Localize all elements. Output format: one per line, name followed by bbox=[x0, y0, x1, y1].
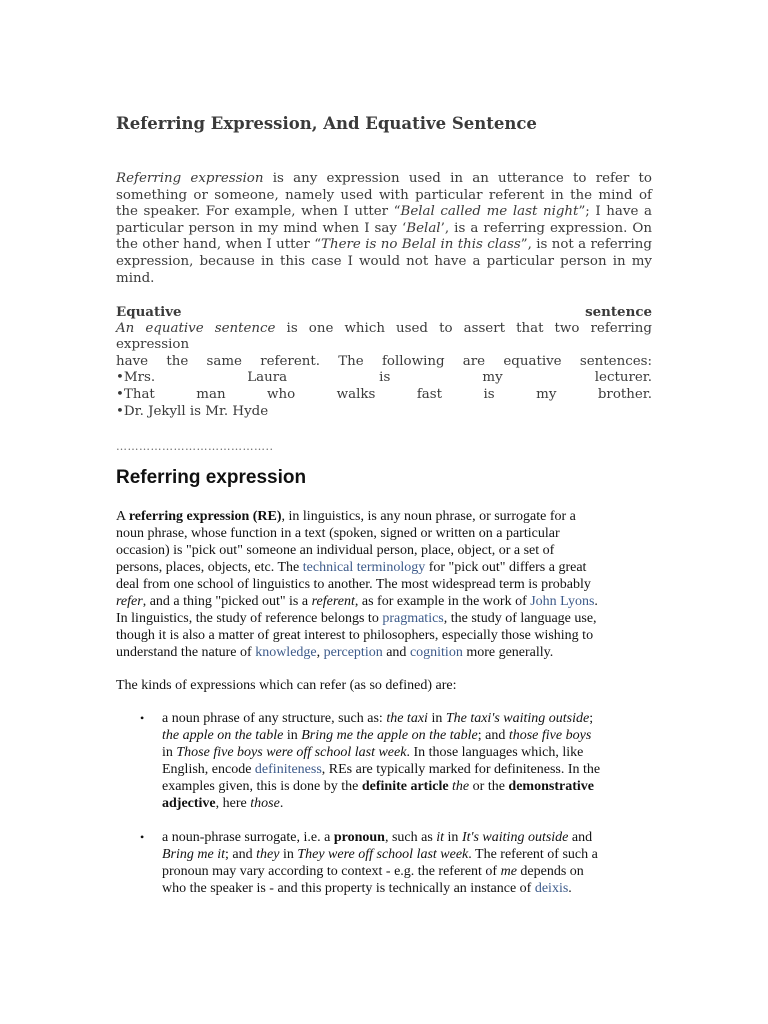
section2-title: Referring expression bbox=[116, 467, 307, 488]
link-john-lyons[interactable]: John Lyons bbox=[530, 594, 595, 609]
section1-title: Referring Expression, And Equative Sentence bbox=[116, 114, 537, 133]
equative-sentence-heading: Equative sentence bbox=[116, 304, 652, 320]
list-item: • a noun-phrase surrogate, i.e. a pronoun, such as it in It's waiting outside and Bring me it; and they in They were off school last week. The referent of such a pronoun may vary according to context - e.g. the referent of me depends on who the speaker is - and this property is technically an instance of deixis. bbox=[140, 830, 598, 896]
dotted-separator: ………………………………….. bbox=[116, 440, 274, 453]
bullet-icon: • bbox=[140, 830, 145, 844]
referring-expression-intro-paragraph: A referring expression (RE), in linguistics, is any noun phrase, or surrogate for a noun phrase, whose function in a text (spoken, signed or written on a particular occasion) is "pick out" someone an individual person, place, object, or a set of persons, places, objects, etc. The technical terminology for "pick out" differs a great deal from one school of linguistics to another. The most widespread term is probably refer, and a thing "picked out" is a referent, as for example in the work of John Lyons. In linguistics, the study of reference belongs to pragmatics, the study of language use, though it is also a matter of great interest to philosophers, especially those wishing to understand the nature of knowledge, perception and cognition more generally. bbox=[116, 509, 598, 660]
expression-kinds-list bbox=[116, 710, 652, 914]
example-sentence: •That man who walks fast is my brother. bbox=[116, 386, 652, 402]
list-item: • a noun phrase of any structure, such as: the taxi in The taxi's waiting outside; the apple on the table in Bring me the apple on the table; and those five boys in Those five boys were off school last week. In those languages which, like English, encode definiteness, REs are typically marked for definiteness. In the examples given, this is done by the definite article the or the demonstrative adjective, here those. bbox=[140, 711, 601, 811]
link-perception[interactable]: perception bbox=[323, 645, 383, 660]
link-cognition[interactable]: cognition bbox=[409, 645, 463, 660]
example-sentence: •Dr. Jekyll is Mr. Hyde bbox=[116, 403, 269, 419]
link-knowledge[interactable]: knowledge bbox=[255, 645, 317, 660]
kinds-of-expressions-paragraph: The kinds of expressions which can refer (as so defined) are: bbox=[116, 678, 457, 693]
term-referring-expression: Referring expression bbox=[116, 171, 264, 186]
link-pragmatics[interactable]: pragmatics bbox=[382, 611, 444, 626]
bullet-icon: • bbox=[140, 711, 145, 725]
link-technical-terminology[interactable]: technical terminology bbox=[302, 560, 426, 575]
example-sentence: •Mrs. Laura is my lecturer. bbox=[116, 370, 652, 386]
link-deixis[interactable]: deixis bbox=[534, 881, 569, 896]
link-definiteness[interactable]: definiteness bbox=[254, 762, 322, 777]
equative-sentence-paragraph: Equative sentence An equative sentence is one which used to assert that two referring expression have the same referent. The following are equative sentences: •Mrs. Laura is my lecturer. •That man who walks fast is my brother. •Dr. Jekyll is Mr. Hyde bbox=[116, 304, 652, 419]
referring-expression-definition-paragraph: Referring expression is any expression used in an utterance to refer to something or someone, namely used with particular referent in the mind of the speaker. For example, when I utter “Belal called me last night”; I have a particular person in my mind when I say ‘Belal’, is a referring expression. On the other hand, when I utter “There is no Belal in this class”, is not a referring expression, because in this case I would not have a particular person in my mind. bbox=[116, 171, 653, 286]
